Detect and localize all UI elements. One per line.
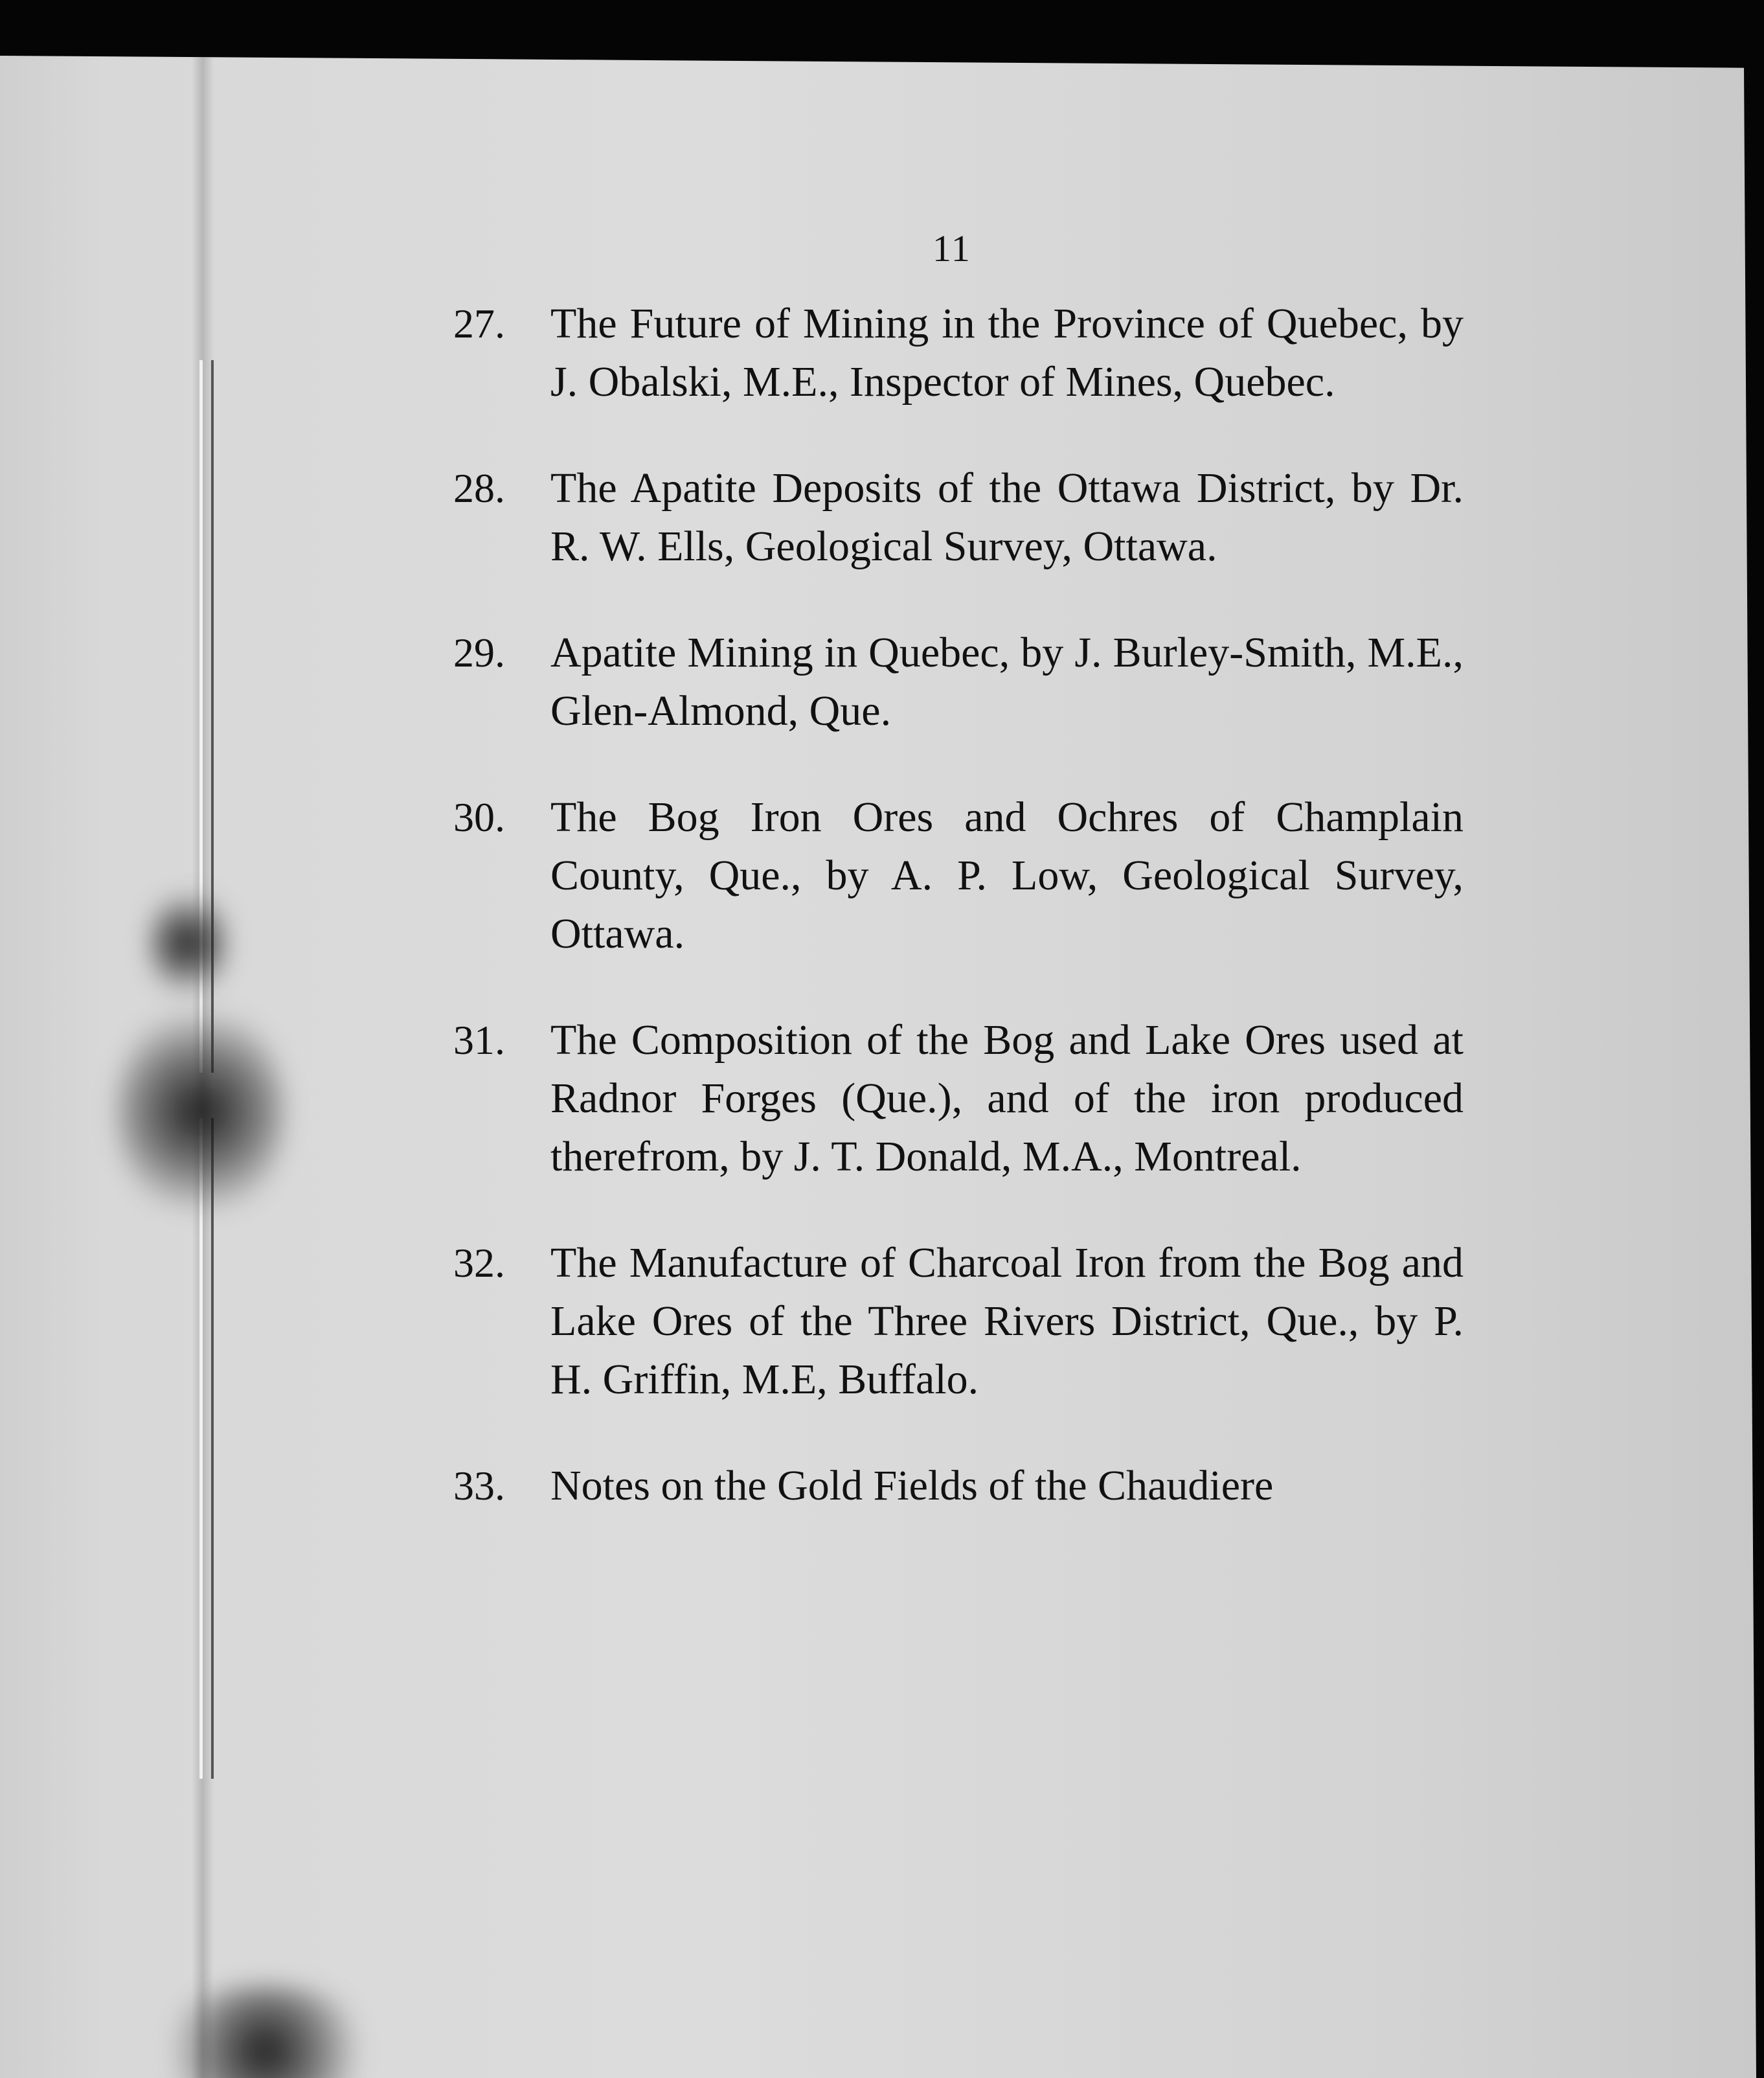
page-number: 11: [933, 227, 971, 269]
entry-text: The Future of Mining in the Province of Quebec, by J. Obalski, M.E., Inspector of Mines, Quebec.: [550, 300, 1464, 405]
list-item: [453, 788, 1464, 963]
entry-text: The Manufacture of Charcoal Iron from the Bog and Lake Ores of the Three Rivers District, Que., by P. H. Griffin, M.E, Buffalo.: [550, 1239, 1464, 1403]
list-item: [453, 624, 1464, 740]
ink-smudge: [149, 885, 227, 1001]
entry-number: 31.: [453, 1017, 505, 1063]
entry-list: [453, 295, 1464, 1563]
ink-smudge: [155, 1986, 376, 2078]
entry-text: The Bog Iron Ores and Ochres of Champlain County, Que., by A. P. Low, Geological Survey, Ottawa.: [550, 794, 1464, 957]
entry-number: 32.: [453, 1240, 505, 1286]
entry-number: 33.: [453, 1463, 505, 1509]
entry-number: 27.: [453, 301, 505, 347]
entry-text: Apatite Mining in Quebec, by J. Burley-Smith, M.E., Glen-Almond, Que.: [550, 629, 1464, 735]
entry-number: 28.: [453, 465, 505, 511]
list-item: [453, 1457, 1464, 1515]
list-item: [453, 459, 1464, 576]
ink-smudge: [117, 1001, 285, 1222]
entry-text: Notes on the Gold Fields of the Chaudiere: [550, 1462, 1274, 1509]
entry-number: 29.: [453, 630, 505, 676]
list-item: [453, 1011, 1464, 1186]
entry-text: The Apatite Deposits of the Ottawa District, by Dr. R. W. Ells, Geological Survey, Ottawa.: [550, 464, 1464, 570]
entry-text: The Composition of the Bog and Lake Ores used at Radnor Forges (Que.), and of the iron produced therefrom, by J. T. Donald, M.A., Montreal.: [550, 1016, 1464, 1180]
list-item: [453, 1234, 1464, 1409]
entry-number: 30.: [453, 794, 505, 840]
list-item: [453, 295, 1464, 411]
